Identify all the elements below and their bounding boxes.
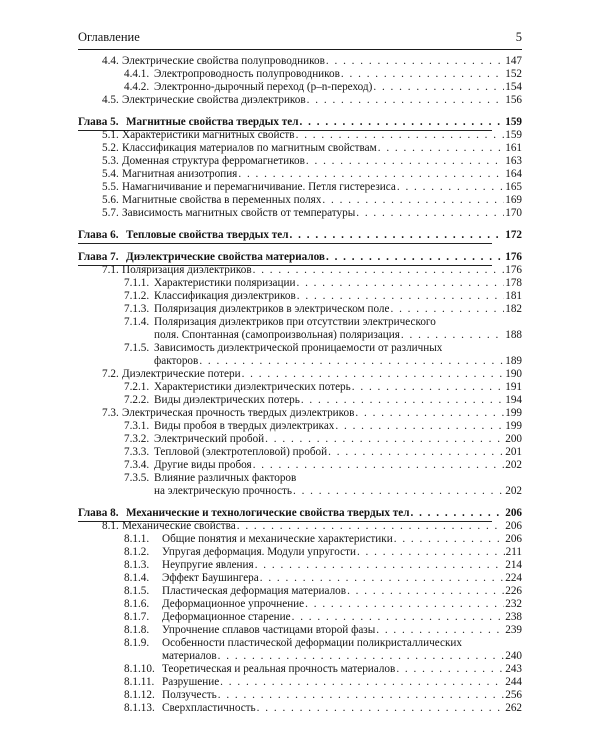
dot-leader — [300, 116, 505, 129]
toc-entry — [78, 446, 522, 459]
toc-entry-title: Электронно-дырочный переход (p–n-переход) — [154, 81, 373, 93]
toc-entry — [78, 572, 522, 585]
toc-entry-title: Виды пробоя в твердых диэлектриках — [154, 420, 335, 432]
toc-entry-title: Характеристики диэлектрических потерь — [154, 381, 351, 393]
toc-entry — [78, 689, 522, 702]
toc-entry-number: 8.1.7. — [124, 611, 150, 623]
toc-entry-number: 8.1.1. — [124, 533, 150, 545]
toc-entry-page: 202 — [505, 485, 522, 497]
toc-entry-page: 232 — [505, 598, 522, 610]
toc-entry-page: 239 — [505, 624, 522, 636]
toc-entry-title: Упрочнение сплавов частицами второй фазы — [162, 624, 376, 636]
toc-entry-page: 256 — [505, 689, 522, 701]
toc-entry — [78, 485, 522, 498]
running-head: Оглавление — [78, 30, 140, 44]
toc-entry-page: 178 — [505, 277, 522, 289]
toc-entry-title: материалов — [162, 650, 217, 662]
toc-entry-number: Глава 6. — [78, 229, 119, 241]
toc-entry-title: Тепловой (электротепловой) пробой — [154, 446, 328, 458]
toc-entry-page: 211 — [505, 546, 522, 558]
dot-leader — [290, 229, 505, 242]
toc-chapter-entry — [78, 251, 522, 264]
toc-entry-page: 240 — [505, 650, 522, 662]
toc-entry-number: 7.1.1. — [124, 277, 150, 289]
toc-entry-page: 194 — [505, 394, 522, 406]
toc-entry-page: 169 — [505, 194, 522, 206]
toc-entry-title: Неупругие явления — [162, 559, 254, 571]
toc-entry — [78, 81, 522, 94]
toc-entry-title: Магнитная анизотропия — [122, 168, 238, 180]
toc-entry-title: Механические и технологические свойства твердых тел — [126, 507, 410, 519]
toc-entry-page: 181 — [505, 290, 522, 302]
toc-entry-title: Упругая деформация. Модули упругости — [162, 546, 356, 558]
toc-entry-title: Характеристики магнитных свойств — [122, 129, 295, 141]
toc-entry — [78, 94, 522, 107]
header-rule — [78, 49, 522, 50]
dot-leader — [390, 303, 504, 316]
toc-entry-title: Общие понятия и механические характеристики — [162, 533, 393, 545]
toc-entry — [78, 329, 522, 342]
toc-entry-title: Зависимость диэлектрической проницаемости от различных — [154, 342, 443, 354]
dot-leader — [257, 702, 505, 715]
dot-leader — [255, 559, 505, 572]
toc-entry-page: 161 — [505, 142, 522, 154]
toc-entry — [78, 168, 522, 181]
toc-entry-number: 8.1.6. — [124, 598, 150, 610]
dot-leader — [260, 572, 504, 585]
toc-entry — [78, 303, 522, 316]
toc-entry-page: 199 — [505, 420, 522, 432]
dot-leader — [238, 168, 504, 181]
toc-entry — [78, 433, 522, 446]
toc-entry-page: 172 — [505, 229, 522, 241]
toc-entry-page: 159 — [505, 129, 522, 141]
dot-leader — [199, 355, 504, 368]
toc-entry-title: Диэлектрические свойства материалов — [126, 251, 325, 263]
section-gap — [78, 498, 522, 507]
toc-entry-page: 188 — [505, 329, 522, 341]
toc-entry-number: 7.3.3. — [124, 446, 150, 458]
toc-entry-title: Электрические свойства диэлектриков — [122, 94, 306, 106]
toc-entry-title: Влияние различных факторов — [154, 472, 297, 484]
toc-entry-page: 176 — [505, 264, 522, 276]
toc-entry — [78, 394, 522, 407]
toc-entry-number: 7.2. — [102, 368, 119, 380]
toc-entry-title: Магнитные свойства твердых тел — [126, 116, 299, 128]
toc-entry-page: 163 — [505, 155, 522, 167]
toc-entry-number: 7.1.2. — [124, 290, 150, 302]
toc-entry-page: 262 — [505, 702, 522, 714]
toc-entry — [78, 459, 522, 472]
toc-entry — [78, 650, 522, 663]
toc-entry-page: 206 — [505, 520, 522, 532]
toc-entry-page: 202 — [505, 459, 522, 471]
page-number: 5 — [515, 30, 522, 44]
dot-leader — [376, 624, 504, 637]
toc-entry-title: Механические свойства — [122, 520, 236, 532]
toc-entry-number: 5.3. — [102, 155, 119, 167]
toc-entry-number: 7.1.5. — [124, 342, 150, 354]
toc-entry-title: Деформационное старение — [162, 611, 291, 623]
toc-entry-title: Электрический пробой — [154, 433, 265, 445]
section-gap — [78, 107, 522, 116]
toc-entry-title: Теоретическая и реальная прочность материалов — [162, 663, 396, 675]
dot-leader — [242, 368, 505, 381]
toc-entry-number: 5.7. — [102, 207, 119, 219]
dot-leader — [326, 251, 504, 264]
toc-entry-page: 182 — [505, 303, 522, 315]
dot-leader — [397, 181, 504, 194]
toc-entry-page: 201 — [505, 446, 522, 458]
toc-entry-number: 4.4.1. — [124, 68, 150, 80]
dot-leader — [292, 611, 505, 624]
toc-entry-title: Ползучесть — [162, 689, 217, 701]
toc-entry — [78, 533, 522, 546]
toc-entry-number: 8.1.10. — [124, 663, 155, 675]
toc-entry — [78, 142, 522, 155]
toc-entry-number: 4.4. — [102, 55, 119, 67]
toc-entry — [78, 637, 522, 650]
toc-entry — [78, 546, 522, 559]
toc-entry — [78, 68, 522, 81]
toc-entry-page: 226 — [505, 585, 522, 597]
toc-entry-title: Зависимость магнитных свойств от температуры — [122, 207, 356, 219]
toc-entry — [78, 342, 522, 355]
toc-entry-number: 8.1.13. — [124, 702, 155, 714]
toc-entry — [78, 611, 522, 624]
toc-entry-number: 8.1.5. — [124, 585, 150, 597]
toc-entry-number: 5.2. — [102, 142, 119, 154]
toc-entry-page: 191 — [505, 381, 522, 393]
toc-entry-title: Особенности пластической деформации поликристаллических — [162, 637, 462, 649]
toc-entry — [78, 355, 522, 368]
toc-entry — [78, 155, 522, 168]
dot-leader — [394, 533, 505, 546]
toc-entry — [78, 207, 522, 220]
toc-entry-number: 4.4.2. — [124, 81, 150, 93]
page-header — [78, 29, 522, 45]
toc-chapter-entry — [78, 116, 522, 129]
dot-leader — [401, 329, 504, 342]
toc-entry-title: поля. Спонтанная (самопроизвольная) поляризация — [154, 329, 400, 341]
dot-leader — [322, 194, 504, 207]
toc-entry-number: 7.3. — [102, 407, 119, 419]
toc-entry-page: 156 — [505, 94, 522, 106]
dot-leader — [218, 689, 505, 702]
toc-entry-title: Магнитные свойства в переменных полях — [122, 194, 322, 206]
dot-leader — [378, 142, 505, 155]
toc-entry-title: Диэлектрические потери — [122, 368, 241, 380]
toc-entry-number: 8.1. — [102, 520, 119, 532]
toc-entry-number: 8.1.2. — [124, 546, 150, 558]
dot-leader — [293, 485, 504, 498]
toc-entry-page: 243 — [505, 663, 522, 675]
dot-leader — [220, 676, 504, 689]
toc-entry-page: 190 — [505, 368, 522, 380]
dot-leader — [326, 55, 504, 68]
toc-entry-title: Электрические свойства полупроводников — [122, 55, 325, 67]
toc-entry-number: Глава 7. — [78, 251, 119, 263]
toc-entry-title: Эффект Баушингера — [162, 572, 259, 584]
section-gap — [78, 220, 522, 229]
toc-entry — [78, 676, 522, 689]
toc-entry-page: 238 — [505, 611, 522, 623]
toc-entry — [78, 702, 522, 715]
toc-entry-page: 206 — [505, 533, 522, 545]
toc-entry-number: 5.4. — [102, 168, 119, 180]
toc-entry-number: 8.1.12. — [124, 689, 155, 701]
toc-entry — [78, 624, 522, 637]
toc-entry-number: 7.3.5. — [124, 472, 150, 484]
toc-entry-page: 206 — [505, 507, 522, 519]
toc-entry-number: 8.1.8. — [124, 624, 150, 636]
toc-entry — [78, 194, 522, 207]
toc-entry — [78, 381, 522, 394]
toc-entry-number: Глава 8. — [78, 507, 119, 519]
toc-entry — [78, 520, 522, 533]
toc-entry-number: 7.3.2. — [124, 433, 150, 445]
dot-leader — [253, 459, 505, 472]
toc-entry-page: 224 — [505, 572, 522, 584]
toc-entry-page: 199 — [505, 407, 522, 419]
toc-entry-page: 154 — [505, 81, 522, 93]
toc-entry-number: 5.6. — [102, 194, 119, 206]
toc-entry-page: 176 — [505, 251, 522, 263]
dot-leader — [306, 155, 504, 168]
toc-entry-title: Электропроводность полупроводников — [154, 68, 340, 80]
toc-entry-page: 164 — [505, 168, 522, 180]
toc-entry-title: Электрическая прочность твердых диэлектриков — [122, 407, 355, 419]
dot-leader — [373, 81, 504, 94]
toc-entry-number: 7.2.1. — [124, 381, 150, 393]
dot-leader — [356, 207, 504, 220]
dot-leader — [296, 129, 505, 142]
toc-entry-page: 152 — [505, 68, 522, 80]
dot-leader — [296, 277, 504, 290]
toc-entry-number: 7.3.1. — [124, 420, 150, 432]
toc-entry — [78, 316, 522, 329]
toc-entry — [78, 55, 522, 68]
toc-entry — [78, 472, 522, 485]
toc-entry — [78, 598, 522, 611]
dot-leader — [297, 290, 504, 303]
toc-entry-title: Характеристики поляризации — [154, 277, 296, 289]
toc-entry-title: Доменная структура ферромагнетиков — [122, 155, 305, 167]
toc-entry-page: 214 — [505, 559, 522, 571]
toc-entry — [78, 407, 522, 420]
toc-entry — [78, 585, 522, 598]
dot-leader — [301, 394, 504, 407]
toc-entry-title: факторов — [154, 355, 199, 367]
toc-entry — [78, 264, 522, 277]
dot-leader — [396, 663, 504, 676]
dot-leader — [265, 433, 504, 446]
toc-entry-number: 8.1.3. — [124, 559, 150, 571]
toc-entry-title: Виды диэлектрических потерь — [154, 394, 300, 406]
toc-entry-title: Поляризация диэлектриков в электрическом поле — [154, 303, 390, 315]
toc-entry-title: Разрушение — [162, 676, 220, 688]
dot-leader — [328, 446, 504, 459]
toc-entry-number: 7.2.2. — [124, 394, 150, 406]
toc-entry-number: 7.1.3. — [124, 303, 150, 315]
toc-chapter-entry — [78, 507, 522, 520]
toc-entry-number: 5.5. — [102, 181, 119, 193]
dot-leader — [355, 407, 504, 420]
toc-entry — [78, 368, 522, 381]
toc-entry — [78, 420, 522, 433]
toc-entry-page: 159 — [505, 116, 522, 128]
toc-entry-number: 5.1. — [102, 129, 119, 141]
toc-entry-title: Другие виды пробоя — [154, 459, 252, 471]
dot-leader — [305, 598, 504, 611]
dot-leader — [253, 264, 505, 277]
dot-leader — [307, 94, 505, 107]
toc-entry-title: на электрическую прочность — [154, 485, 292, 497]
toc-entry-page: 200 — [505, 433, 522, 445]
toc-entry-number: 8.1.4. — [124, 572, 150, 584]
toc-entry-title: Поляризация диэлектриков — [122, 264, 252, 276]
toc-entry-title: Классификация диэлектриков — [154, 290, 296, 302]
toc-entry — [78, 277, 522, 290]
toc-entry-page: 244 — [505, 676, 522, 688]
toc-entry-number: 4.5. — [102, 94, 119, 106]
toc-entry — [78, 290, 522, 303]
toc-entry-page: 165 — [505, 181, 522, 193]
dot-leader — [341, 68, 504, 81]
toc-entry-number: 7.1. — [102, 264, 119, 276]
toc-entry-page: 147 — [505, 55, 522, 67]
toc-entry-title: Пластическая деформация материалов — [162, 585, 347, 597]
toc-entry-title: Поляризация диэлектриков при отсутствии электрического — [154, 316, 436, 328]
toc-entry-number: 7.1.4. — [124, 316, 150, 328]
toc-entry-title: Тепловые свойства твердых тел — [126, 229, 289, 241]
dot-leader — [352, 381, 504, 394]
dot-leader — [237, 520, 504, 533]
toc-entry-title: Классификация материалов по магнитным свойствам — [122, 142, 377, 154]
toc-entry-page: 189 — [505, 355, 522, 367]
toc-entry-number: 8.1.9. — [124, 637, 150, 649]
dot-leader — [335, 420, 504, 433]
dot-leader — [357, 546, 505, 559]
toc-entry-title: Сверхпластичность — [162, 702, 256, 714]
toc-entry — [78, 181, 522, 194]
toc-entry — [78, 129, 522, 142]
dot-leader — [410, 507, 504, 520]
toc-entry-number: 7.3.4. — [124, 459, 150, 471]
dot-leader — [347, 585, 504, 598]
chapter-underline — [78, 243, 492, 244]
toc-entry — [78, 663, 522, 676]
dot-leader — [218, 650, 505, 663]
toc-entry-title: Намагничивание и перемагничивание. Петля гистерезиса — [122, 181, 396, 193]
toc-chapter-entry — [78, 229, 522, 242]
toc-entry-number: Глава 5. — [78, 116, 119, 128]
table-of-contents — [78, 55, 522, 715]
toc-entry-number: 8.1.11. — [124, 676, 155, 688]
toc-entry — [78, 559, 522, 572]
toc-entry-title: Деформационное упрочнение — [162, 598, 305, 610]
toc-entry-page: 170 — [505, 207, 522, 219]
